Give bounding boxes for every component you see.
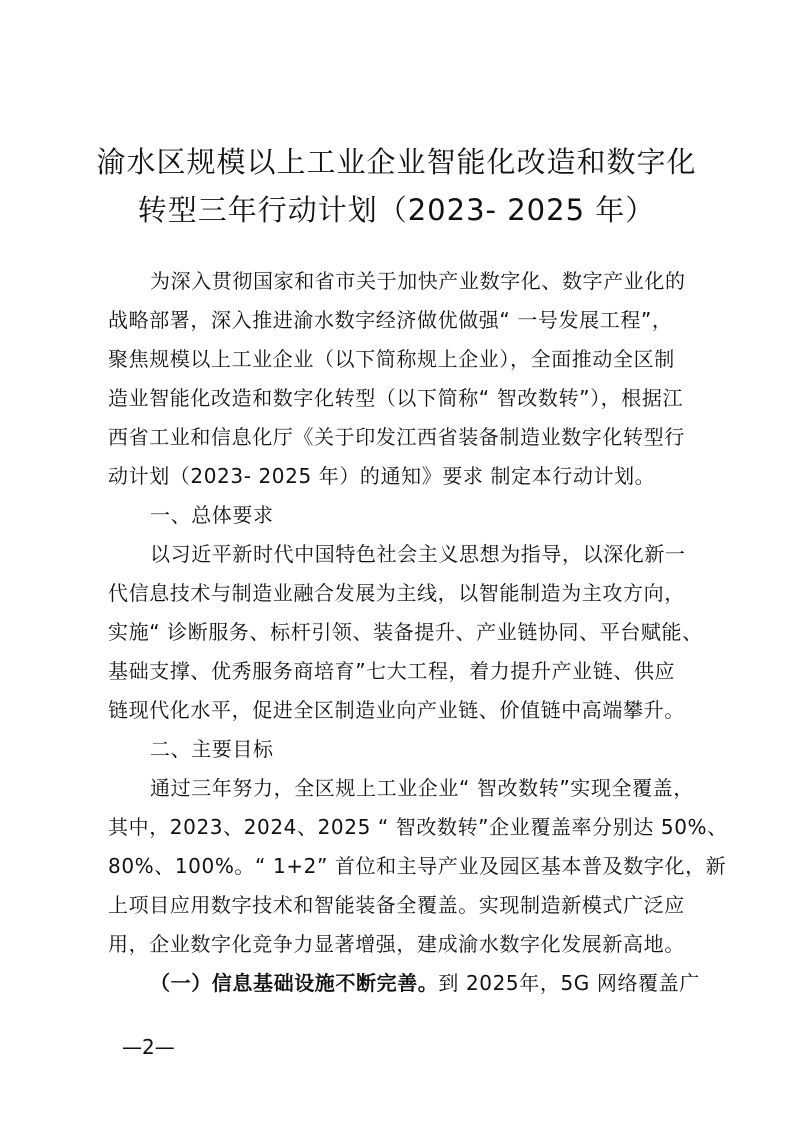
body-line: 动计划（2023- 2025 年）的通知》要求 制定本行动计划。: [108, 464, 656, 488]
subsection-line: [150, 968, 700, 998]
body-line: 用，企业数字化竞争力显著增强，建成渝水数字化发展新高地。: [108, 932, 685, 956]
body-line: 以习近平新时代中国特色社会主义思想为指导，以深化新一: [150, 542, 686, 566]
document-title-line-2: 转型三年行动计划（2023- 2025 年）: [137, 193, 656, 227]
subsection-heading: （一）信息基础设施不断完善。: [150, 971, 439, 995]
body-line: 基础支撑、优秀服务商培育”七大工程，着力提升产业链、供应: [108, 659, 676, 683]
body-line: 战略部署，深入推进渝水数字经济做优做强“ 一号发展工程”，: [108, 308, 673, 332]
body-line: 上项目应用数字技术和智能装备全覆盖。实现制造新模式广泛应: [108, 893, 685, 917]
body-line: 西省工业和信息化厅《关于印发江西省装备制造业数字化转型行: [108, 425, 685, 449]
body-line: 为深入贯彻国家和省市关于加快产业数字化、数字产业化的: [150, 269, 686, 293]
subsection-text: 到 2025年，5G 网络覆盖广: [438, 971, 700, 995]
body-line: 造业智能化改造和数字化转型（以下简称“ 智改数转”），根据江: [108, 386, 684, 410]
body-line: 实施“ 诊断服务、标杆引领、装备提升、产业链协同、平台赋能、: [108, 620, 703, 644]
body-line: 80%、100%。“ 1+2” 首位和主导产业及园区基本普及数字化，新: [108, 854, 727, 878]
document-title-line-1: 渝水区规模以上工业企业智能化改造和数字化: [96, 145, 697, 179]
body-line: 通过三年努力，全区规上工业企业“ 智改数转”实现全覆盖，: [150, 776, 694, 800]
page-number: —2—: [122, 1035, 175, 1059]
body-line: 链现代化水平，促进全区制造业向产业链、价值链中高端攀升。: [108, 698, 685, 722]
section-heading: 二、主要目标: [150, 737, 274, 761]
body-line: 聚焦规模以上工业企业（以下简称规上企业），全面推动全区制: [108, 347, 675, 371]
section-heading: 一、总体要求: [150, 503, 274, 527]
body-line: 其中，2023、2024、2025 “ 智改数转”企业覆盖率分别达 50%、: [108, 815, 728, 839]
body-line: 代信息技术与制造业融合发展为主线，以智能制造为主攻方向，: [108, 581, 685, 605]
